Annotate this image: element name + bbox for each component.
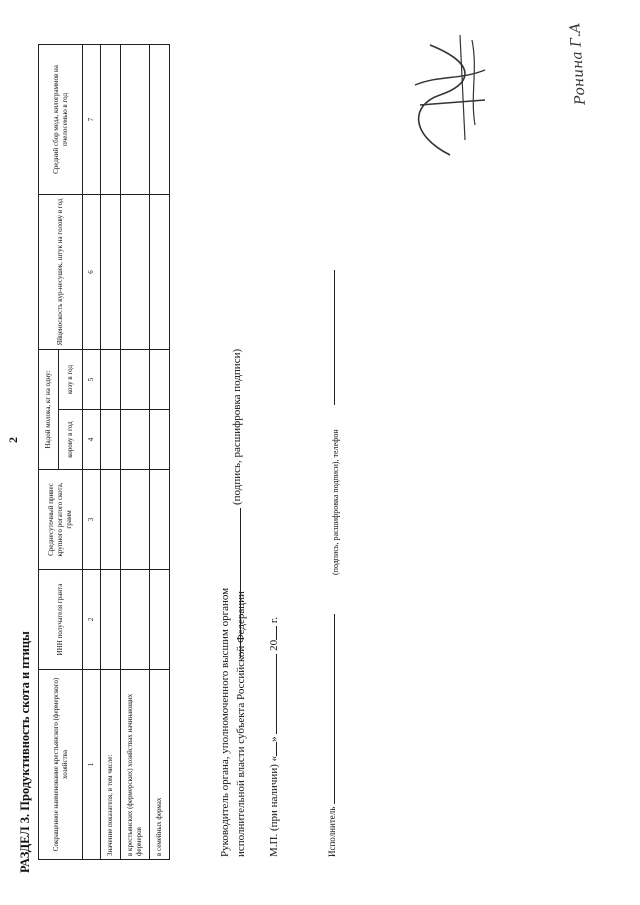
year-blank [276, 626, 277, 640]
header-milk-per-goat: козу в год [59, 349, 83, 409]
table-cell [101, 349, 121, 409]
column-number: 3 [83, 470, 101, 570]
executor-label: Исполнитель [327, 806, 337, 857]
column-number: 7 [83, 44, 101, 194]
executor-signature-blank [334, 614, 335, 804]
leader-title-line: Руководитель органа, уполномоченного высшим органом [219, 587, 231, 857]
table-cell [121, 410, 150, 470]
table-cell [121, 349, 150, 409]
header-egg-production: Яйценоскость кур-несушек, штук на голову в год [39, 194, 83, 349]
leader-title [218, 588, 250, 857]
header-milk-yield-group: Надой молока, кг на одну: [39, 349, 59, 469]
table-cell [101, 194, 121, 349]
leader-signature-line [240, 508, 241, 658]
handwritten-note: Ронина Г.А [567, 22, 589, 106]
leader-title-line: исполнительной власти субъекта Российской Федерации [234, 591, 247, 857]
productivity-table [38, 44, 170, 860]
header-inn: ИНН получателя гранта [39, 570, 83, 670]
table-cell [150, 194, 170, 349]
table-cell [121, 44, 150, 194]
table-cell [101, 570, 121, 670]
column-number: 6 [83, 194, 101, 349]
header-farm-name: Сокращенное наименование крестьянского (фермерского) хозяйства [39, 670, 83, 860]
table-cell [150, 349, 170, 409]
table-cell [150, 570, 170, 670]
table-cell [150, 470, 170, 570]
column-number: 5 [83, 349, 101, 409]
row-label: в крестьянских (фермерских) хозяйствах начинающих фермеров [121, 670, 150, 860]
leader-signature-caption: (подпись, расшифровка подписи) [231, 348, 243, 505]
header-milk-per-cow: корову в год [59, 410, 83, 470]
handwritten-signature-icon [390, 15, 500, 165]
executor-signature-caption: (подпись, расшифровка подписи), телефон [331, 429, 340, 575]
section-title: РАЗДЕЛ 3. Продуктивность скота и птицы [18, 631, 32, 873]
year-suffix: г. [268, 617, 280, 624]
table-cell [150, 410, 170, 470]
table-cell [101, 44, 121, 194]
seal-label: М.П. (при наличии) « [268, 755, 280, 857]
table-cell [150, 44, 170, 194]
column-number: 4 [83, 410, 101, 470]
page-number: 2 [6, 437, 20, 443]
day-blank [276, 742, 277, 756]
month-blank [276, 654, 277, 734]
table-row [121, 44, 150, 859]
header-weight-gain: Среднесуточный привес крупного рогатого скота, грамм [39, 470, 83, 570]
seal-date-line [268, 617, 280, 857]
table-cell [121, 570, 150, 670]
header-honey-yield: Средний сбор меда, килограммов на пчелосемью в год [39, 44, 83, 194]
table-row [101, 44, 121, 859]
table-cell [101, 470, 121, 570]
table-row [150, 44, 170, 859]
close-quote: » [268, 736, 280, 742]
table-cell [101, 410, 121, 470]
column-number: 1 [83, 670, 101, 860]
column-number: 2 [83, 570, 101, 670]
table-cell [121, 194, 150, 349]
row-label: в семейных фермах [150, 670, 170, 860]
table-cell [121, 470, 150, 570]
row-label: Значение показателя, в том числе: [101, 670, 121, 860]
executor-phone-blank [334, 270, 335, 405]
year-prefix: 20 [268, 639, 280, 651]
